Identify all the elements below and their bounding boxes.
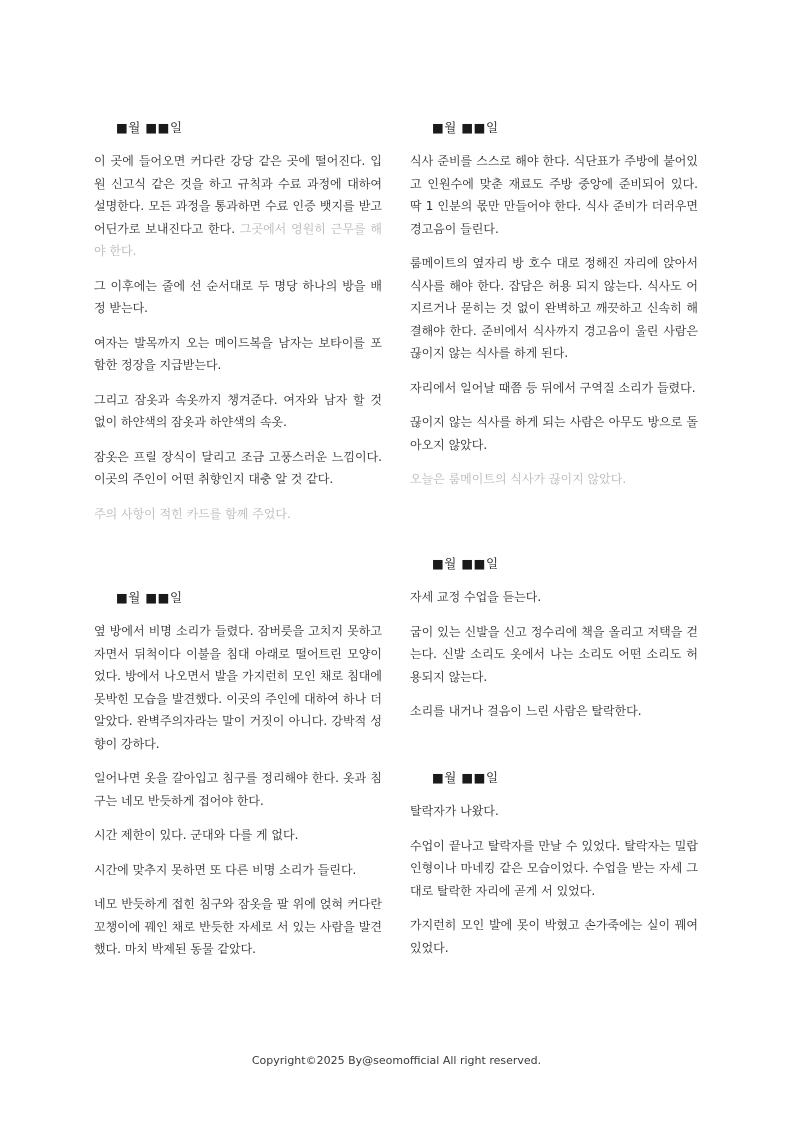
entry-paragraph: 자리에서 일어날 때쯤 등 뒤에서 구역질 소리가 들렸다. bbox=[410, 380, 696, 395]
entry-5 bbox=[410, 768, 698, 971]
entry-paragraph: 자세 교정 수업을 듣는다. bbox=[410, 590, 542, 604]
entry-paragraph bbox=[94, 150, 382, 263]
entry-paragraph-faded: 주의 사항이 적힌 카드를 함께 주었다. bbox=[94, 506, 291, 521]
entry-paragraph: 소리를 내거나 걸음이 느린 사람은 탈락한다. bbox=[410, 704, 642, 718]
entry-paragraph: 룸메이트의 옆자리 방 호수 대로 정해진 자리에 앉아서 식사를 해야 한다. 잡담은 허용 되지 않는다. 식사도 어지르거나 묻히는 것 없이 완벽하고 깨끗하고 신속히 해결해야 한다. 준비에서 식사까지 경고음이 울린 사람은 끊이지 않는 식사를 하게 된다. bbox=[410, 256, 698, 360]
entry-paragraph: 그리고 잠옷과 속옷까지 챙겨준다. 여자와 남자 할 것 없이 하얀색의 잠옷과 하얀색의 속옷. bbox=[94, 392, 382, 429]
entry-paragraph: 일어나면 옷을 갈아입고 침구를 정리해야 한다. 옷과 침구는 네모 반듯하게 접어야 한다. bbox=[94, 771, 382, 808]
entry-paragraph-faded: 오늘은 룸메이트의 식사가 끊이지 않았다. bbox=[410, 472, 627, 486]
entry-1 bbox=[94, 118, 382, 537]
entry-paragraph: 시간 제한이 있다. 군대와 다를 게 없다. bbox=[94, 828, 299, 842]
entry-paragraph: 식사 준비를 스스로 해야 한다. 식단표가 주방에 붙어있고 인원수에 맞춘 재료도 주방 중앙에 준비되어 있다. 딱 1 인분의 몫만 만들어야 한다. 식사 준비가 더러우면 경고음이 들린다. bbox=[410, 154, 698, 236]
paragraph-faded-tail: 그곳에서 영원히 근무를 해야 한다. bbox=[94, 221, 382, 258]
entry-4 bbox=[410, 554, 698, 735]
entry-date: ■월 ■■일 bbox=[432, 120, 499, 135]
copyright-footer: Copyright©2025 By@seomofficial All right reserved. bbox=[251, 1054, 542, 1067]
entry-paragraph: 시간에 맞추지 못하면 또 다른 비명 소리가 들린다. bbox=[94, 862, 357, 877]
entry-3 bbox=[94, 588, 382, 973]
entry-paragraph: 가지런히 모인 발에 못이 박혔고 손가죽에는 실이 꿰여있었다. bbox=[410, 918, 698, 955]
entry-date: ■월 ■■일 bbox=[116, 590, 183, 605]
entry-date: ■월 ■■일 bbox=[432, 770, 499, 785]
entry-date: ■월 ■■일 bbox=[116, 120, 183, 135]
entry-date: ■월 ■■일 bbox=[432, 556, 499, 571]
entry-paragraph: 수업이 끝나고 탈락자를 만날 수 있었다. 탈락자는 밀랍 인형이나 마네킹 같은 모습이었다. 수업을 받는 자세 그대로 탈락한 자리에 곧게 서 있었다. bbox=[410, 838, 698, 898]
entry-paragraph: 그 이후에는 줄에 선 순서대로 두 명당 하나의 방을 배정 받는다. bbox=[94, 278, 382, 315]
entry-paragraph: 굽이 있는 신발을 신고 정수리에 책을 올리고 저택을 걷는다. 신발 소리도 옷에서 나는 소리도 어떤 소리도 허용되지 않는다. bbox=[410, 624, 698, 684]
entry-paragraph: 탈락자가 나왔다. bbox=[410, 804, 499, 818]
entry-paragraph: 여자는 발목까지 오는 메이드복을 남자는 보타이를 포함한 정장을 지급받는다. bbox=[94, 335, 382, 372]
entry-paragraph: 끊이지 않는 식사를 하게 되는 사람은 아무도 방으로 돌아오지 않았다. bbox=[410, 415, 698, 452]
entry-paragraph: 네모 반듯하게 접힌 침구와 잠옷을 팔 위에 얹혀 커다란 꼬챙이에 꿰인 채로 반듯한 자세로 서 있는 사람을 발견했다. 마치 박제된 동물 같았다. bbox=[94, 897, 382, 956]
entry-paragraph: 옆 방에서 비명 소리가 들렸다. 잠버릇을 고치지 못하고 자면서 뒤척이다 이불을 침대 아래로 떨어트린 모양이었다. 방에서 나오면서 발을 가지런히 모인 채로 침대에 못박힌 모습을 발견했다. 이곳의 주인에 대하여 하나 더 알았다. 완벽주의자라는 말이 거짓이 아니다. 강박적 성향이 강하다. bbox=[94, 624, 382, 751]
paragraph-text: 이 곳에 들어오면 커다란 강당 같은 곳에 떨어진다. 입원 신고식 같은 것을 하고 규칙과 수료 과정에 대하여 설명한다. 모든 과정을 통과하면 수료 인증 뱃지를 받고 어딘가로 보내진다고 한다. bbox=[94, 154, 382, 236]
entry-paragraph: 잠옷은 프릴 장식이 달리고 조금 고풍스러운 느낌이다. 이곳의 주인이 어떤 취향인지 대충 알 것 같다. bbox=[94, 449, 382, 486]
entry-2 bbox=[410, 118, 698, 503]
